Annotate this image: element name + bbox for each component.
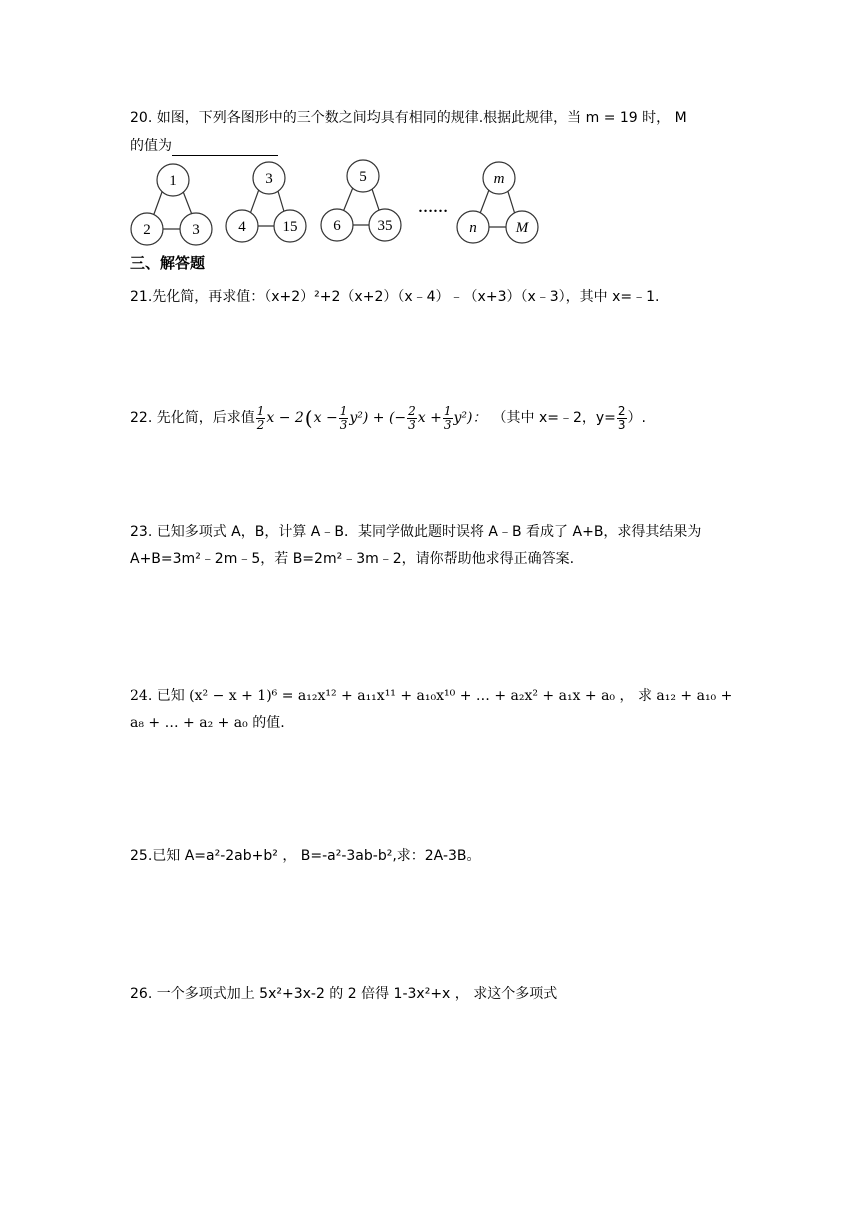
q20-answer-label: 的值为 bbox=[130, 138, 172, 154]
q22-frac-third-1: $\frac{1}{3}$ bbox=[339, 403, 348, 432]
q22-prefix: 22. 先化简，后求值 bbox=[130, 410, 255, 426]
fig4-left: n bbox=[469, 220, 477, 236]
figure-ellipsis: …… bbox=[418, 200, 448, 216]
q25-text: 25.已知 A=a²-2ab+b² ， B=-a²-3ab-b²,求：2A-3B。 bbox=[130, 848, 481, 864]
q22-expr-f: y² bbox=[453, 410, 468, 426]
fig4-right: M bbox=[515, 220, 529, 236]
fig2-right: 15 bbox=[282, 219, 298, 235]
q22-frac-half: $\frac{1}{2}$ bbox=[256, 403, 265, 432]
figure-4 bbox=[457, 162, 538, 243]
q22-expr-d: ) + (− bbox=[362, 410, 407, 426]
section-title: 三、解答题 bbox=[130, 254, 206, 272]
q22-suffix2: ）. bbox=[627, 410, 646, 426]
fig3-top: 5 bbox=[359, 169, 367, 185]
q22-line: 22. 先化简，后求值 $\frac{1}{2}$ x − 2 ( x − $\frac{1}{3}$ y² ) + (− $\frac{2}{3}$ x + $\frac{1}{3}$ y² )： （其中 x=﹣2，y= $\frac{2}{3}$ ）. bbox=[130, 403, 646, 432]
q22-expr-c: y² bbox=[349, 410, 363, 426]
fig1-left: 2 bbox=[143, 222, 151, 238]
fig2-top: 3 bbox=[265, 171, 273, 187]
q20-figures bbox=[125, 158, 555, 250]
q20-line2 bbox=[130, 136, 278, 156]
q22-expr-e: x + bbox=[417, 410, 442, 426]
fig1-top: 1 bbox=[169, 173, 177, 189]
q22-frac-y: $\frac{2}{3}$ bbox=[617, 403, 626, 432]
q22-frac-twothird: $\frac{2}{3}$ bbox=[408, 403, 416, 432]
q22-expr-g: )： bbox=[467, 410, 487, 426]
fig3-right: 35 bbox=[377, 218, 393, 234]
q24-line1: 24. 已知 (x² − x + 1)⁶ = a₁₂x¹² + a₁₁x¹¹ + a₁₀x¹⁰ + … + a₂x² + a₁x + a₀ ， 求 a₁₂ + a₁₀ + bbox=[130, 688, 733, 704]
q26-text: 26. 一个多项式加上 5x²+3x-2 的 2 倍得 1-3x²+x ， 求这个多项式 bbox=[130, 986, 558, 1002]
q23-line2: A+B=3m²﹣2m﹣5，若 B=2m²﹣3m﹣2，请你帮助他求得正确答案. bbox=[130, 551, 575, 567]
q22-suffix1: （其中 x=﹣2，y= bbox=[492, 410, 616, 426]
figure-3 bbox=[321, 160, 401, 241]
q24-line2: a₈ + … + a₂ + a₀ 的值. bbox=[130, 715, 285, 731]
figure-1 bbox=[131, 164, 212, 245]
q22-expr-b: x − bbox=[313, 410, 338, 426]
q20-answer-blank bbox=[172, 141, 278, 156]
figure-2 bbox=[226, 162, 306, 242]
fig2-left: 4 bbox=[238, 219, 246, 235]
q20-line1: 20. 如图，下列各图形中的三个数之间均具有相同的规律.根据此规律，当 m = 19 时， M bbox=[130, 110, 687, 126]
q22-expr-a: x − 2 bbox=[266, 410, 304, 426]
fig4-top: m bbox=[493, 171, 505, 187]
fig3-left: 6 bbox=[333, 218, 341, 234]
q22-frac-third-2: $\frac{1}{3}$ bbox=[443, 403, 452, 432]
q21-text: 21.先化简，再求值：（x+2）²+2（x+2）（x﹣4）﹣（x+3）（x﹣3），其中 x=﹣1. bbox=[130, 289, 660, 305]
q23-line1: 23. 已知多项式 A，B，计算 A﹣B．某同学做此题时误将 A﹣B 看成了 A+B，求得其结果为 bbox=[130, 524, 702, 540]
fig1-right: 3 bbox=[192, 222, 200, 238]
